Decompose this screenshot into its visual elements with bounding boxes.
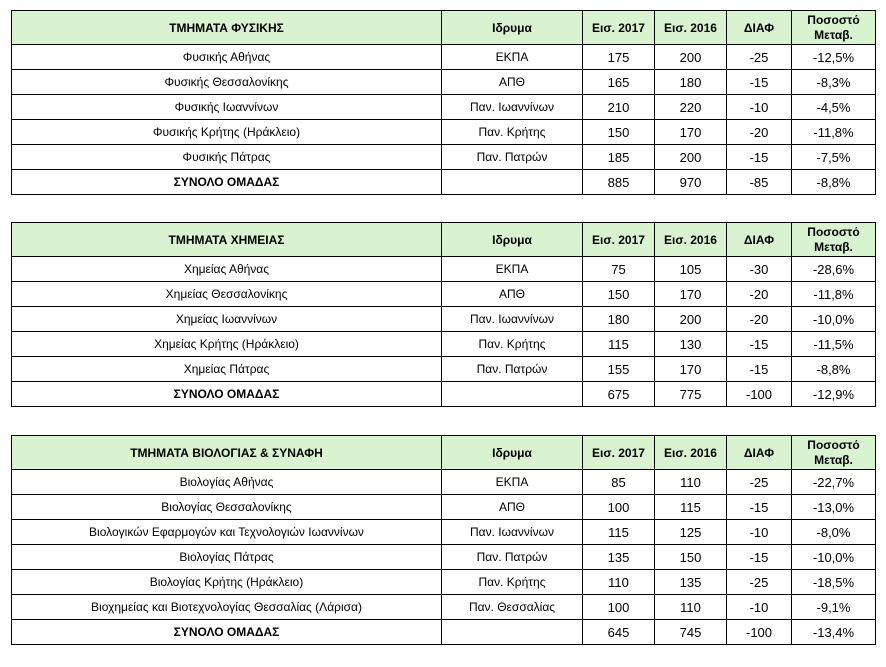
group-title: ΤΜΗΜΑΤΑ ΧΗΜΕΙΑΣ	[12, 223, 442, 257]
institution-name: ΕΚΠΑ	[442, 257, 583, 282]
admissions-2016: 220	[655, 95, 727, 120]
column-header-percent	[792, 436, 876, 470]
department-name: Φυσικής Θεσσαλονίκης	[12, 70, 442, 95]
column-header-2016: Εισ. 2016	[655, 223, 727, 257]
difference: -25	[727, 570, 792, 595]
column-header-diff: ΔΙΑΦ	[727, 223, 792, 257]
table-row	[12, 470, 876, 495]
percent-change: -11,8%	[792, 282, 876, 307]
admissions-2017: 150	[583, 282, 655, 307]
table-row	[12, 307, 876, 332]
admissions-2016: 200	[655, 45, 727, 70]
department-name: Βιολογίας Θεσσαλονίκης	[12, 495, 442, 520]
institution-name: ΑΠΘ	[442, 282, 583, 307]
percent-change: -10,0%	[792, 307, 876, 332]
percent-change: -12,5%	[792, 45, 876, 70]
percent-header-line1: Ποσοστό	[807, 437, 860, 452]
difference: -10	[727, 95, 792, 120]
table-row	[12, 120, 876, 145]
institution-name: Παν. Κρήτης	[442, 120, 583, 145]
admissions-2017: 150	[583, 120, 655, 145]
total-difference: -85	[727, 170, 792, 195]
admissions-2016: 135	[655, 570, 727, 595]
difference: -25	[727, 45, 792, 70]
admissions-2016: 170	[655, 357, 727, 382]
admissions-2016: 170	[655, 120, 727, 145]
table-row	[12, 332, 876, 357]
total-2017: 885	[583, 170, 655, 195]
table-row	[12, 145, 876, 170]
percent-change: -8,3%	[792, 70, 876, 95]
column-header-institution: Ιδρυμα	[442, 436, 583, 470]
column-header-2017: Εισ. 2017	[583, 436, 655, 470]
admissions-2017: 210	[583, 95, 655, 120]
admissions-2016: 110	[655, 595, 727, 620]
percent-change: -8,8%	[792, 357, 876, 382]
table-row	[12, 570, 876, 595]
department-name: Χημείας Κρήτης (Ηράκλειο)	[12, 332, 442, 357]
admissions-2017: 75	[583, 257, 655, 282]
total-label: ΣΥΝΟΛΟ ΟΜΑΔΑΣ	[12, 382, 442, 407]
department-name: Χημείας Πάτρας	[12, 357, 442, 382]
table-row	[12, 545, 876, 570]
admissions-2016: 150	[655, 545, 727, 570]
total-percent-change: -12,9%	[792, 382, 876, 407]
percent-header-line2: Μεταβ.	[814, 239, 853, 254]
institution-name: Παν. Ιωαννίνων	[442, 95, 583, 120]
percent-change: -11,8%	[792, 120, 876, 145]
admissions-2016: 110	[655, 470, 727, 495]
total-institution-empty	[442, 382, 583, 407]
percent-change: -18,5%	[792, 570, 876, 595]
percent-change: -22,7%	[792, 470, 876, 495]
column-header-percent	[792, 11, 876, 45]
percent-change: -11,5%	[792, 332, 876, 357]
group-title: ΤΜΗΜΑΤΑ ΦΥΣΙΚΗΣ	[12, 11, 442, 45]
institution-name: ΕΚΠΑ	[442, 470, 583, 495]
table-row	[12, 257, 876, 282]
institution-name: Παν. Κρήτης	[442, 570, 583, 595]
admissions-2017: 115	[583, 332, 655, 357]
difference: -15	[727, 70, 792, 95]
total-2016: 745	[655, 620, 727, 645]
difference: -15	[727, 357, 792, 382]
difference: -25	[727, 470, 792, 495]
department-name: Φυσικής Αθήνας	[12, 45, 442, 70]
admissions-2017: 175	[583, 45, 655, 70]
table-header-row	[12, 436, 876, 470]
total-institution-empty	[442, 170, 583, 195]
department-name: Βιολογίας Κρήτης (Ηράκλειο)	[12, 570, 442, 595]
difference: -20	[727, 307, 792, 332]
department-name: Χημείας Θεσσαλονίκης	[12, 282, 442, 307]
admissions-2016: 125	[655, 520, 727, 545]
column-header-2017: Εισ. 2017	[583, 11, 655, 45]
physics-table	[11, 10, 876, 195]
table-row	[12, 95, 876, 120]
column-header-diff: ΔΙΑΦ	[727, 11, 792, 45]
difference: -15	[727, 545, 792, 570]
institution-name: Παν. Θεσσαλίας	[442, 595, 583, 620]
admissions-2017: 135	[583, 545, 655, 570]
department-name: Φυσικής Κρήτης (Ηράκλειο)	[12, 120, 442, 145]
difference: -15	[727, 145, 792, 170]
column-header-institution: Ιδρυμα	[442, 11, 583, 45]
group-title: ΤΜΗΜΑΤΑ ΒΙΟΛΟΓΙΑΣ & ΣΥΝΑΦΗ	[12, 436, 442, 470]
table-row	[12, 520, 876, 545]
department-name: Βιολογίας Αθήνας	[12, 470, 442, 495]
percent-header-line2: Μεταβ.	[814, 27, 853, 42]
institution-name: ΕΚΠΑ	[442, 45, 583, 70]
percent-header-line1: Ποσοστό	[807, 12, 860, 27]
difference: -30	[727, 257, 792, 282]
column-header-percent	[792, 223, 876, 257]
admissions-2016: 115	[655, 495, 727, 520]
total-difference: -100	[727, 620, 792, 645]
department-name: Φυσικής Πάτρας	[12, 145, 442, 170]
percent-change: -8,0%	[792, 520, 876, 545]
group-total-row	[12, 620, 876, 645]
column-header-2016: Εισ. 2016	[655, 11, 727, 45]
admissions-2016: 200	[655, 307, 727, 332]
group-total-row	[12, 170, 876, 195]
admissions-2017: 100	[583, 595, 655, 620]
total-percent-change: -8,8%	[792, 170, 876, 195]
difference: -15	[727, 332, 792, 357]
department-name: Βιολογικών Εφαρμογών και Τεχνολογιών Ιωαννίνων	[12, 520, 442, 545]
table-row	[12, 70, 876, 95]
department-name: Φυσικής Ιωαννίνων	[12, 95, 442, 120]
admissions-2016: 105	[655, 257, 727, 282]
admissions-2017: 155	[583, 357, 655, 382]
institution-name: Παν. Πατρών	[442, 145, 583, 170]
institution-name: ΑΠΘ	[442, 70, 583, 95]
percent-change: -13,0%	[792, 495, 876, 520]
admissions-2017: 115	[583, 520, 655, 545]
total-2017: 675	[583, 382, 655, 407]
total-2016: 970	[655, 170, 727, 195]
difference: -10	[727, 520, 792, 545]
column-header-institution: Ιδρυμα	[442, 223, 583, 257]
department-name: Χημείας Αθήνας	[12, 257, 442, 282]
percent-change: -4,5%	[792, 95, 876, 120]
chemistry-table	[11, 222, 876, 407]
total-institution-empty	[442, 620, 583, 645]
table-row	[12, 282, 876, 307]
admissions-2017: 185	[583, 145, 655, 170]
difference: -20	[727, 282, 792, 307]
column-header-2016: Εισ. 2016	[655, 436, 727, 470]
admissions-2016: 130	[655, 332, 727, 357]
institution-name: Παν. Κρήτης	[442, 332, 583, 357]
admissions-2017: 180	[583, 307, 655, 332]
table-header-row	[12, 11, 876, 45]
table-row	[12, 357, 876, 382]
table-header-row	[12, 223, 876, 257]
department-name: Βιολογίας Πάτρας	[12, 545, 442, 570]
column-header-2017: Εισ. 2017	[583, 223, 655, 257]
admissions-2017: 100	[583, 495, 655, 520]
table-row	[12, 495, 876, 520]
difference: -10	[727, 595, 792, 620]
biology-table	[11, 435, 876, 645]
percent-change: -9,1%	[792, 595, 876, 620]
table-row	[12, 45, 876, 70]
admissions-2016: 170	[655, 282, 727, 307]
institution-name: Παν. Ιωαννίνων	[442, 307, 583, 332]
total-2017: 645	[583, 620, 655, 645]
percent-header-line1: Ποσοστό	[807, 224, 860, 239]
total-difference: -100	[727, 382, 792, 407]
department-name: Βιοχημείας και Βιοτεχνολογίας Θεσσαλίας (Λάρισα)	[12, 595, 442, 620]
percent-change: -10,0%	[792, 545, 876, 570]
total-label: ΣΥΝΟΛΟ ΟΜΑΔΑΣ	[12, 620, 442, 645]
total-label: ΣΥΝΟΛΟ ΟΜΑΔΑΣ	[12, 170, 442, 195]
admissions-2016: 180	[655, 70, 727, 95]
admissions-2017: 85	[583, 470, 655, 495]
institution-name: Παν. Πατρών	[442, 545, 583, 570]
difference: -15	[727, 495, 792, 520]
percent-change: -7,5%	[792, 145, 876, 170]
institution-name: Παν. Πατρών	[442, 357, 583, 382]
institution-name: ΑΠΘ	[442, 495, 583, 520]
table-row	[12, 595, 876, 620]
difference: -20	[727, 120, 792, 145]
department-name: Χημείας Ιωαννίνων	[12, 307, 442, 332]
admissions-2017: 110	[583, 570, 655, 595]
total-2016: 775	[655, 382, 727, 407]
total-percent-change: -13,4%	[792, 620, 876, 645]
institution-name: Παν. Ιωαννίνων	[442, 520, 583, 545]
group-total-row	[12, 382, 876, 407]
percent-change: -28,6%	[792, 257, 876, 282]
admissions-2017: 165	[583, 70, 655, 95]
admissions-2016: 200	[655, 145, 727, 170]
percent-header-line2: Μεταβ.	[814, 452, 853, 467]
column-header-diff: ΔΙΑΦ	[727, 436, 792, 470]
